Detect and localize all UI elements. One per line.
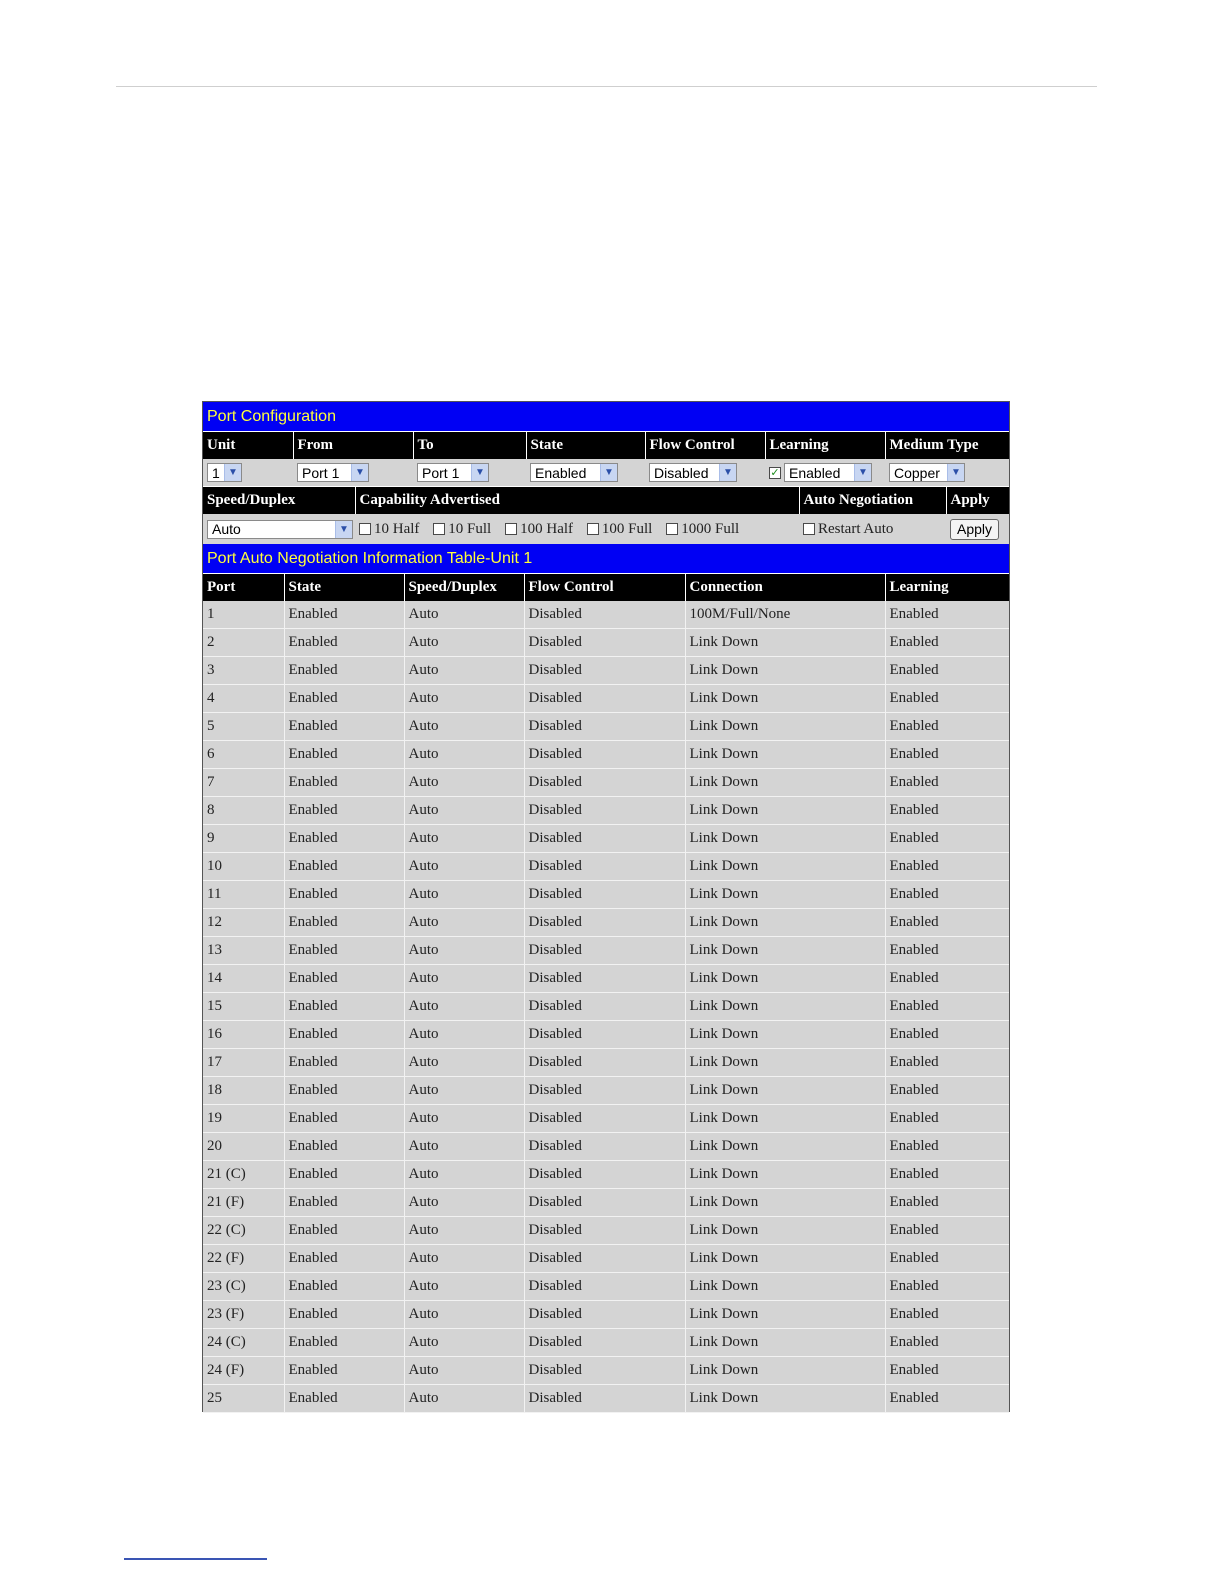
chevron-down-icon: ▼	[351, 464, 368, 481]
capability-100-full-checkbox[interactable]	[587, 523, 599, 535]
cell-speed-duplex: Auto	[404, 965, 524, 993]
cell-state: Enabled	[284, 657, 404, 685]
cell-port: 24 (F)	[203, 1357, 284, 1385]
to-port-select[interactable]: Port 1 ▼	[417, 463, 489, 482]
table-row	[203, 1217, 1009, 1245]
cell-speed-duplex: Auto	[404, 797, 524, 825]
cell-connection: Link Down	[685, 1077, 885, 1105]
cell-state: Enabled	[284, 937, 404, 965]
cell-speed-duplex: Auto	[404, 1273, 524, 1301]
flow-control-select[interactable]: Disabled ▼	[649, 463, 737, 482]
cell-state: Enabled	[284, 1049, 404, 1077]
cell-flow-control: Disabled	[524, 1049, 685, 1077]
table-row	[203, 797, 1009, 825]
cell-speed-duplex: Auto	[404, 1385, 524, 1413]
cell-port: 7	[203, 769, 284, 797]
restart-auto-label: Restart Auto	[818, 520, 894, 537]
cell-speed-duplex: Auto	[404, 1161, 524, 1189]
cell-speed-duplex: Auto	[404, 937, 524, 965]
cell-state: Enabled	[284, 909, 404, 937]
medium-type-select[interactable]: Copper ▼	[889, 463, 965, 482]
cell-state: Enabled	[284, 601, 404, 629]
cell-learning: Enabled	[885, 1133, 1009, 1161]
cell-connection: Link Down	[685, 937, 885, 965]
cell-state: Enabled	[284, 1133, 404, 1161]
cell-learning: Enabled	[885, 1301, 1009, 1329]
cell-flow-control: Disabled	[524, 1385, 685, 1413]
learning-checkbox[interactable]: ✓	[770, 466, 780, 479]
table-row	[203, 629, 1009, 657]
cell-learning: Enabled	[885, 769, 1009, 797]
cell-learning: Enabled	[885, 1245, 1009, 1273]
column-header-speed-duplex: Speed/Duplex	[404, 574, 524, 601]
learning-header: Learning	[765, 432, 885, 459]
cell-port: 23 (C)	[203, 1273, 284, 1301]
cell-flow-control: Disabled	[524, 769, 685, 797]
cell-flow-control: Disabled	[524, 1329, 685, 1357]
cell-state: Enabled	[284, 1021, 404, 1049]
cell-learning: Enabled	[885, 881, 1009, 909]
cell-port: 17	[203, 1049, 284, 1077]
cell-port: 19	[203, 1105, 284, 1133]
table-row	[203, 1021, 1009, 1049]
cell-state: Enabled	[284, 1077, 404, 1105]
cell-port: 1	[203, 601, 284, 629]
cell-learning: Enabled	[885, 601, 1009, 629]
cell-learning: Enabled	[885, 1385, 1009, 1413]
cell-port: 9	[203, 825, 284, 853]
cell-port: 23 (F)	[203, 1301, 284, 1329]
cell-state: Enabled	[284, 1385, 404, 1413]
table-row	[203, 993, 1009, 1021]
cell-port: 22 (C)	[203, 1217, 284, 1245]
cell-learning: Enabled	[885, 825, 1009, 853]
cell-learning: Enabled	[885, 741, 1009, 769]
cell-learning: Enabled	[885, 937, 1009, 965]
cell-speed-duplex: Auto	[404, 993, 524, 1021]
cell-port: 4	[203, 685, 284, 713]
apply-button[interactable]: Apply	[950, 519, 999, 540]
cell-flow-control: Disabled	[524, 657, 685, 685]
cell-connection: Link Down	[685, 1329, 885, 1357]
cell-flow-control: Disabled	[524, 825, 685, 853]
cell-learning: Enabled	[885, 1217, 1009, 1245]
cell-learning: Enabled	[885, 685, 1009, 713]
cell-connection: Link Down	[685, 797, 885, 825]
config-form-row2	[203, 486, 1009, 544]
cell-state: Enabled	[284, 713, 404, 741]
cell-port: 6	[203, 741, 284, 769]
info-table-title: Port Auto Negotiation Information Table-Unit 1	[203, 544, 1009, 574]
cell-state: Enabled	[284, 1273, 404, 1301]
cell-learning: Enabled	[885, 1077, 1009, 1105]
cell-speed-duplex: Auto	[404, 1245, 524, 1273]
cell-connection: Link Down	[685, 685, 885, 713]
cell-learning: Enabled	[885, 1049, 1009, 1077]
cell-flow-control: Disabled	[524, 601, 685, 629]
cell-flow-control: Disabled	[524, 937, 685, 965]
capability-advertised-header: Capability Advertised	[355, 487, 799, 515]
chevron-down-icon: ▼	[224, 464, 241, 481]
capability-10-half-label: 10 Half	[374, 520, 420, 537]
cell-speed-duplex: Auto	[404, 657, 524, 685]
cell-learning: Enabled	[885, 1357, 1009, 1385]
cell-connection: Link Down	[685, 741, 885, 769]
cell-learning: Enabled	[885, 1161, 1009, 1189]
column-header-learning: Learning	[885, 574, 1009, 601]
cell-connection: Link Down	[685, 1357, 885, 1385]
cell-port: 3	[203, 657, 284, 685]
cell-speed-duplex: Auto	[404, 881, 524, 909]
cell-speed-duplex: Auto	[404, 685, 524, 713]
page-header-rule	[116, 86, 1097, 87]
cell-flow-control: Disabled	[524, 1161, 685, 1189]
cell-connection: Link Down	[685, 1189, 885, 1217]
cell-port: 18	[203, 1077, 284, 1105]
cell-connection: Link Down	[685, 1217, 885, 1245]
cell-connection: Link Down	[685, 629, 885, 657]
from-header: From	[293, 432, 413, 459]
table-row	[203, 1301, 1009, 1329]
cell-speed-duplex: Auto	[404, 1049, 524, 1077]
cell-flow-control: Disabled	[524, 797, 685, 825]
flow-control-header: Flow Control	[645, 432, 765, 459]
cell-speed-duplex: Auto	[404, 1105, 524, 1133]
cell-connection: Link Down	[685, 909, 885, 937]
cell-port: 22 (F)	[203, 1245, 284, 1273]
cell-flow-control: Disabled	[524, 685, 685, 713]
cell-speed-duplex: Auto	[404, 1217, 524, 1245]
cell-connection: Link Down	[685, 1105, 885, 1133]
capability-1000-full-checkbox[interactable]	[666, 523, 678, 535]
cell-speed-duplex: Auto	[404, 713, 524, 741]
cell-learning: Enabled	[885, 909, 1009, 937]
cell-connection: Link Down	[685, 1021, 885, 1049]
cell-connection: Link Down	[685, 1049, 885, 1077]
cell-port: 21 (C)	[203, 1161, 284, 1189]
cell-connection: Link Down	[685, 993, 885, 1021]
table-row	[203, 769, 1009, 797]
config-form-row1	[203, 432, 1009, 486]
cell-state: Enabled	[284, 881, 404, 909]
cell-state: Enabled	[284, 685, 404, 713]
chevron-down-icon: ▼	[719, 464, 736, 481]
cell-speed-duplex: Auto	[404, 1301, 524, 1329]
cell-state: Enabled	[284, 1105, 404, 1133]
cell-state: Enabled	[284, 769, 404, 797]
cell-flow-control: Disabled	[524, 909, 685, 937]
cell-flow-control: Disabled	[524, 1217, 685, 1245]
cell-speed-duplex: Auto	[404, 909, 524, 937]
chevron-down-icon: ▼	[335, 521, 352, 538]
unit-select[interactable]: 1 ▼	[207, 463, 242, 482]
cell-flow-control: Disabled	[524, 853, 685, 881]
cell-flow-control: Disabled	[524, 741, 685, 769]
cell-speed-duplex: Auto	[404, 741, 524, 769]
cell-learning: Enabled	[885, 965, 1009, 993]
cell-learning: Enabled	[885, 797, 1009, 825]
cell-learning: Enabled	[885, 1105, 1009, 1133]
cell-learning: Enabled	[885, 993, 1009, 1021]
cell-learning: Enabled	[885, 657, 1009, 685]
table-row	[203, 1385, 1009, 1413]
cell-flow-control: Disabled	[524, 993, 685, 1021]
column-header-port: Port	[203, 574, 284, 601]
apply-header: Apply	[946, 487, 1009, 515]
cell-speed-duplex: Auto	[404, 853, 524, 881]
table-row	[203, 1049, 1009, 1077]
cell-speed-duplex: Auto	[404, 1133, 524, 1161]
column-header-connection: Connection	[685, 574, 885, 601]
table-row	[203, 601, 1009, 629]
cell-state: Enabled	[284, 853, 404, 881]
cell-port: 25	[203, 1385, 284, 1413]
port-auto-negotiation-table	[203, 574, 1009, 1413]
port-configuration-title: Port Configuration	[203, 402, 1009, 432]
cell-state: Enabled	[284, 1329, 404, 1357]
restart-auto-checkbox[interactable]	[803, 523, 815, 535]
table-row	[203, 741, 1009, 769]
learning-select[interactable]: Enabled ▼	[784, 463, 872, 482]
cell-port: 13	[203, 937, 284, 965]
cell-connection: Link Down	[685, 1161, 885, 1189]
state-header: State	[526, 432, 645, 459]
cell-state: Enabled	[284, 797, 404, 825]
cell-port: 10	[203, 853, 284, 881]
cell-flow-control: Disabled	[524, 1105, 685, 1133]
cell-learning: Enabled	[885, 713, 1009, 741]
table-row	[203, 1105, 1009, 1133]
table-row	[203, 881, 1009, 909]
cell-flow-control: Disabled	[524, 1301, 685, 1329]
cell-port: 12	[203, 909, 284, 937]
cell-learning: Enabled	[885, 629, 1009, 657]
table-row	[203, 1077, 1009, 1105]
footer-link-rule	[124, 1558, 267, 1560]
column-header-flow-control: Flow Control	[524, 574, 685, 601]
to-header: To	[413, 432, 526, 459]
cell-learning: Enabled	[885, 1189, 1009, 1217]
cell-flow-control: Disabled	[524, 965, 685, 993]
unit-header: Unit	[203, 432, 293, 459]
chevron-down-icon: ▼	[854, 464, 871, 481]
cell-speed-duplex: Auto	[404, 1329, 524, 1357]
cell-state: Enabled	[284, 1217, 404, 1245]
cell-port: 5	[203, 713, 284, 741]
cell-connection: Link Down	[685, 657, 885, 685]
cell-flow-control: Disabled	[524, 1245, 685, 1273]
capability-1000-full-label: 1000 Full	[681, 520, 740, 537]
table-row	[203, 1133, 1009, 1161]
table-row	[203, 937, 1009, 965]
cell-learning: Enabled	[885, 853, 1009, 881]
cell-flow-control: Disabled	[524, 881, 685, 909]
cell-state: Enabled	[284, 993, 404, 1021]
cell-port: 16	[203, 1021, 284, 1049]
cell-flow-control: Disabled	[524, 629, 685, 657]
cell-connection: Link Down	[685, 1273, 885, 1301]
auto-negotiation-header: Auto Negotiation	[799, 487, 946, 515]
cell-port: 24 (C)	[203, 1329, 284, 1357]
cell-flow-control: Disabled	[524, 1133, 685, 1161]
table-row	[203, 1189, 1009, 1217]
cell-flow-control: Disabled	[524, 1077, 685, 1105]
cell-learning: Enabled	[885, 1021, 1009, 1049]
from-port-select[interactable]: Port 1 ▼	[297, 463, 369, 482]
speed-duplex-select[interactable]: Auto ▼	[207, 520, 353, 539]
chevron-down-icon: ▼	[471, 464, 488, 481]
cell-state: Enabled	[284, 629, 404, 657]
capability-10-half-checkbox[interactable]	[359, 523, 371, 535]
cell-connection: Link Down	[685, 853, 885, 881]
cell-flow-control: Disabled	[524, 1357, 685, 1385]
cell-state: Enabled	[284, 1161, 404, 1189]
table-row	[203, 853, 1009, 881]
cell-state: Enabled	[284, 1245, 404, 1273]
cell-state: Enabled	[284, 1357, 404, 1385]
cell-connection: Link Down	[685, 1301, 885, 1329]
table-row	[203, 1329, 1009, 1357]
capability-100-full-label: 100 Full	[601, 520, 653, 537]
table-row	[203, 1245, 1009, 1273]
cell-flow-control: Disabled	[524, 1189, 685, 1217]
cell-port: 2	[203, 629, 284, 657]
cell-state: Enabled	[284, 741, 404, 769]
chevron-down-icon: ▼	[600, 464, 617, 481]
cell-learning: Enabled	[885, 1273, 1009, 1301]
table-row	[203, 713, 1009, 741]
port-configuration-panel	[202, 401, 1010, 1412]
cell-state: Enabled	[284, 825, 404, 853]
medium-type-header: Medium Type	[885, 432, 1009, 459]
cell-flow-control: Disabled	[524, 1273, 685, 1301]
capability-100-half-label: 100 Half	[520, 520, 574, 537]
cell-port: 14	[203, 965, 284, 993]
cell-speed-duplex: Auto	[404, 601, 524, 629]
table-row	[203, 1161, 1009, 1189]
cell-connection: Link Down	[685, 1245, 885, 1273]
cell-speed-duplex: Auto	[404, 1189, 524, 1217]
cell-connection: Link Down	[685, 713, 885, 741]
cell-speed-duplex: Auto	[404, 629, 524, 657]
cell-speed-duplex: Auto	[404, 825, 524, 853]
capability-10-full-checkbox[interactable]	[433, 523, 445, 535]
cell-learning: Enabled	[885, 1329, 1009, 1357]
capability-10-full-label: 10 Full	[448, 520, 492, 537]
cell-speed-duplex: Auto	[404, 1357, 524, 1385]
table-row	[203, 1273, 1009, 1301]
speed-duplex-header: Speed/Duplex	[203, 487, 355, 515]
cell-connection: 100M/Full/None	[685, 601, 885, 629]
table-row	[203, 825, 1009, 853]
cell-connection: Link Down	[685, 825, 885, 853]
cell-port: 11	[203, 881, 284, 909]
cell-flow-control: Disabled	[524, 1021, 685, 1049]
cell-speed-duplex: Auto	[404, 1077, 524, 1105]
table-row	[203, 909, 1009, 937]
cell-state: Enabled	[284, 965, 404, 993]
capability-100-half-checkbox[interactable]	[505, 523, 517, 535]
cell-port: 8	[203, 797, 284, 825]
cell-port: 21 (F)	[203, 1189, 284, 1217]
state-select[interactable]: Enabled ▼	[530, 463, 618, 482]
cell-port: 15	[203, 993, 284, 1021]
cell-connection: Link Down	[685, 965, 885, 993]
cell-connection: Link Down	[685, 1133, 885, 1161]
cell-speed-duplex: Auto	[404, 769, 524, 797]
cell-connection: Link Down	[685, 881, 885, 909]
cell-port: 20	[203, 1133, 284, 1161]
cell-state: Enabled	[284, 1301, 404, 1329]
chevron-down-icon: ▼	[947, 464, 964, 481]
cell-connection: Link Down	[685, 1385, 885, 1413]
table-row	[203, 657, 1009, 685]
column-header-state: State	[284, 574, 404, 601]
table-row	[203, 965, 1009, 993]
table-row	[203, 685, 1009, 713]
cell-flow-control: Disabled	[524, 713, 685, 741]
cell-speed-duplex: Auto	[404, 1021, 524, 1049]
cell-state: Enabled	[284, 1189, 404, 1217]
table-row	[203, 1357, 1009, 1385]
cell-connection: Link Down	[685, 769, 885, 797]
